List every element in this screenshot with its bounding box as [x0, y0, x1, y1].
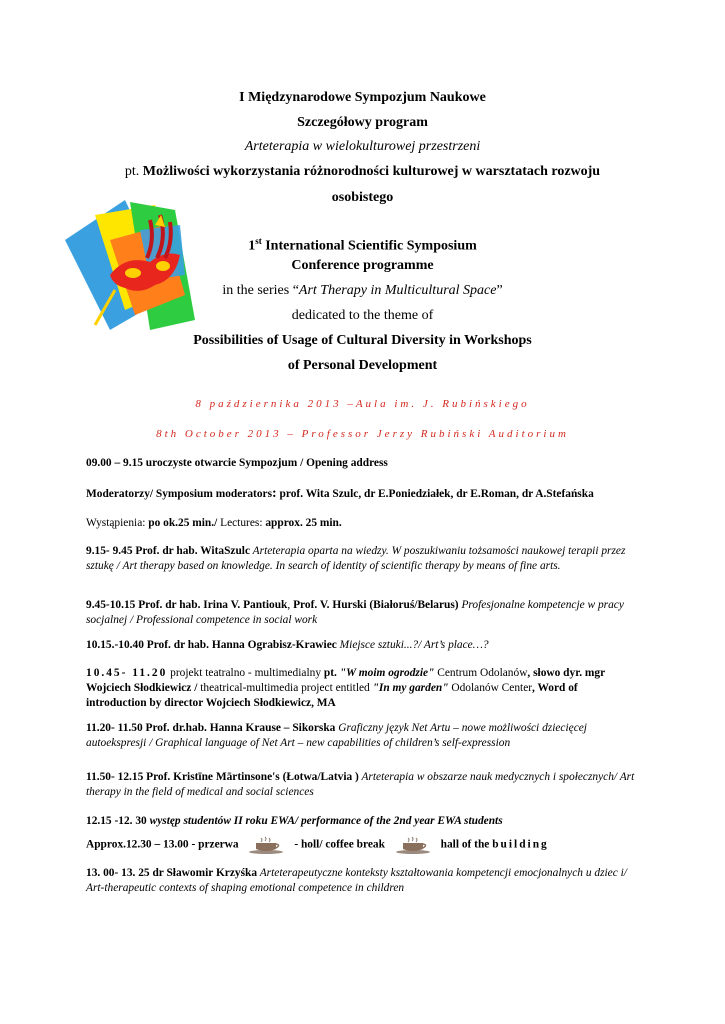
series-suffix: ” [496, 283, 503, 298]
session-2-sep: , [287, 599, 294, 611]
session-6 [86, 770, 641, 800]
program-title-en: Conference programme [291, 258, 434, 273]
session-4-text-1: projekt teatralno - multimedialny [167, 667, 324, 679]
symposium-title-en [90, 232, 635, 256]
session-7-title: występ studentów II roku EWA/ performance of the 2nd year EWA students [149, 815, 503, 827]
session-3-time-speaker: 10.15.-10.40 Prof. dr hab. Hanna Ograbisz-Krawiec [86, 639, 337, 651]
talk-duration-line [86, 516, 641, 531]
session-9-title: Arteterapeutyczne konteksty kształtowania kompetencji emocjonalnych u dziec i/ Art-therapeutic contexts of shaping emotional competence in children [86, 867, 627, 894]
talks-pl: po ok.25 min./ [148, 517, 218, 529]
theme-pl: Arteterapia w wielokulturowej przestrzeni [244, 139, 481, 154]
session-9-time-speaker: 13. 00- 13. 25 dr Sławomir Krzyśka [86, 867, 258, 879]
subject-en-line2: of Personal Development [287, 358, 438, 373]
talks-en: approx. 25 min. [265, 517, 342, 529]
subject-en-line1: Possibilities of Usage of Cultural Diversity in Workshops [193, 333, 532, 348]
session-6-title: Arteterapia w obszarze nauk medycznych i społecznych/ Art therapy in the field of medical and social sciences [86, 771, 635, 798]
dedicated-line: dedicated to the theme of [291, 308, 434, 323]
session-1-title: Arteterapia oparta na wiedzy. W poszukiwaniu tożsamości naukowej terapii przez sztukę / Art therapy based on knowledge. In search of identity of scientific therapy by means of fine arts. [86, 545, 626, 572]
session-3 [86, 638, 641, 653]
session-6-time-speaker: 11.50- 12.15 Prof. Kristīne Mārtinsone's (Łotwa/Latvia ) [86, 771, 359, 783]
coffee-break-location-building: building [492, 838, 549, 851]
session-7-time: 12.15 -12. 30 [86, 815, 150, 827]
session-5-time-speaker: 11.20- 11.50 Prof. dr.hab. Hanna Krause – Sikorska [86, 722, 336, 734]
session-4-time: 10.45- 11.20 [86, 667, 168, 679]
series-prefix: in the series “ [222, 283, 299, 298]
coffee-break-location: hall of the [440, 838, 493, 851]
session-5-title: Graficzny język Net Artu – nowe możliwości dziecięcej autoekspresji / Graphical language of Net Art – new capabilities of children’s self-expression [86, 722, 587, 749]
moderators-label: Moderatorzy/ Symposium moderators [86, 488, 273, 500]
ordinal-suffix: st [255, 236, 262, 246]
pt-prefix: pt. [124, 164, 140, 179]
coffee-break-time: Approx.12.30 – 13.00 - przerwa [86, 838, 239, 851]
talks-mid: Lectures: [217, 517, 266, 529]
session-4 [86, 666, 641, 711]
talks-label: Wystąpienia: [86, 517, 149, 529]
subject-pl-text: Możliwości wykorzystania różnorodności kulturowej w warsztatach rozwoju [142, 164, 601, 179]
session-5 [86, 721, 641, 751]
session-4-bold-2: , słowo dyr. mgr Wojciech Słodkiewicz / [86, 667, 605, 694]
session-2 [86, 598, 641, 628]
coffee-break [86, 836, 641, 854]
session-4-text-4: Odolanów Center [448, 682, 533, 694]
session-2-time-speaker: 9.45-10.15 Prof. dr hab. Irina V. Pantiouk [86, 599, 288, 611]
session-4-title-pl: "W moim ogrodzie" [339, 667, 435, 679]
opening-address: 09.00 – 9.15 uroczyste otwarcie Sympozjum / Opening address [86, 457, 388, 469]
moderators-names: prof. Wita Szulc, dr E.Poniedziałek, dr E.Roman, dr A.Stefańska [276, 488, 594, 500]
session-1-time-speaker: 9.15- 9.45 Prof. dr hab. WitaSzulc [86, 545, 251, 557]
session-2-title: Profesjonalne kompetencje w pracy socjalnej / Professional competence in social work [86, 599, 624, 626]
session-9 [86, 866, 641, 896]
session-7 [86, 814, 641, 829]
program-title-pl: Szczegółowy program [297, 115, 428, 130]
session-4-text-3: theatrical-multimedia project entitled [200, 682, 373, 694]
ordinal: 1 [248, 238, 256, 254]
session-4-text-2: Centrum Odolanów [434, 667, 528, 679]
coffee-break-label: - holl/ coffee break [294, 838, 385, 851]
moderators-colon: : [272, 486, 277, 501]
session-1 [86, 544, 641, 574]
subject-pl-line1 [90, 163, 635, 181]
session-2-speaker-2: Prof. V. Hurski (Białoruś/Belarus) [293, 599, 459, 611]
session-4-title-en: "In my garden" [372, 682, 449, 694]
session-3-title: Miejsce sztuki...?/ Art’s place…? [336, 639, 489, 651]
coffee-cup-icon [247, 836, 285, 854]
symposium-title-en-text: International Scientific Symposium [261, 238, 477, 254]
session-4-bold-3: , Word of introduction by director Wojciech Słodkiewicz, MA [86, 682, 578, 709]
date-venue-en: 8th October 2013 – Professor Jerzy Rubiński Auditorium [156, 428, 569, 440]
session-4-bold-1: pt. [323, 667, 340, 679]
subject-pl-line2: osobistego [331, 190, 394, 205]
series-name: Art Therapy in Multicultural Space [298, 283, 497, 298]
coffee-cup-icon [394, 836, 432, 854]
series-en [90, 282, 635, 300]
moderators-line [86, 486, 641, 502]
date-venue-pl: 8 października 2013 –Aula im. J. Rubińskiego [195, 398, 530, 410]
symposium-title-pl: I Międzynarodowe Sympozjum Naukowe [239, 90, 486, 105]
